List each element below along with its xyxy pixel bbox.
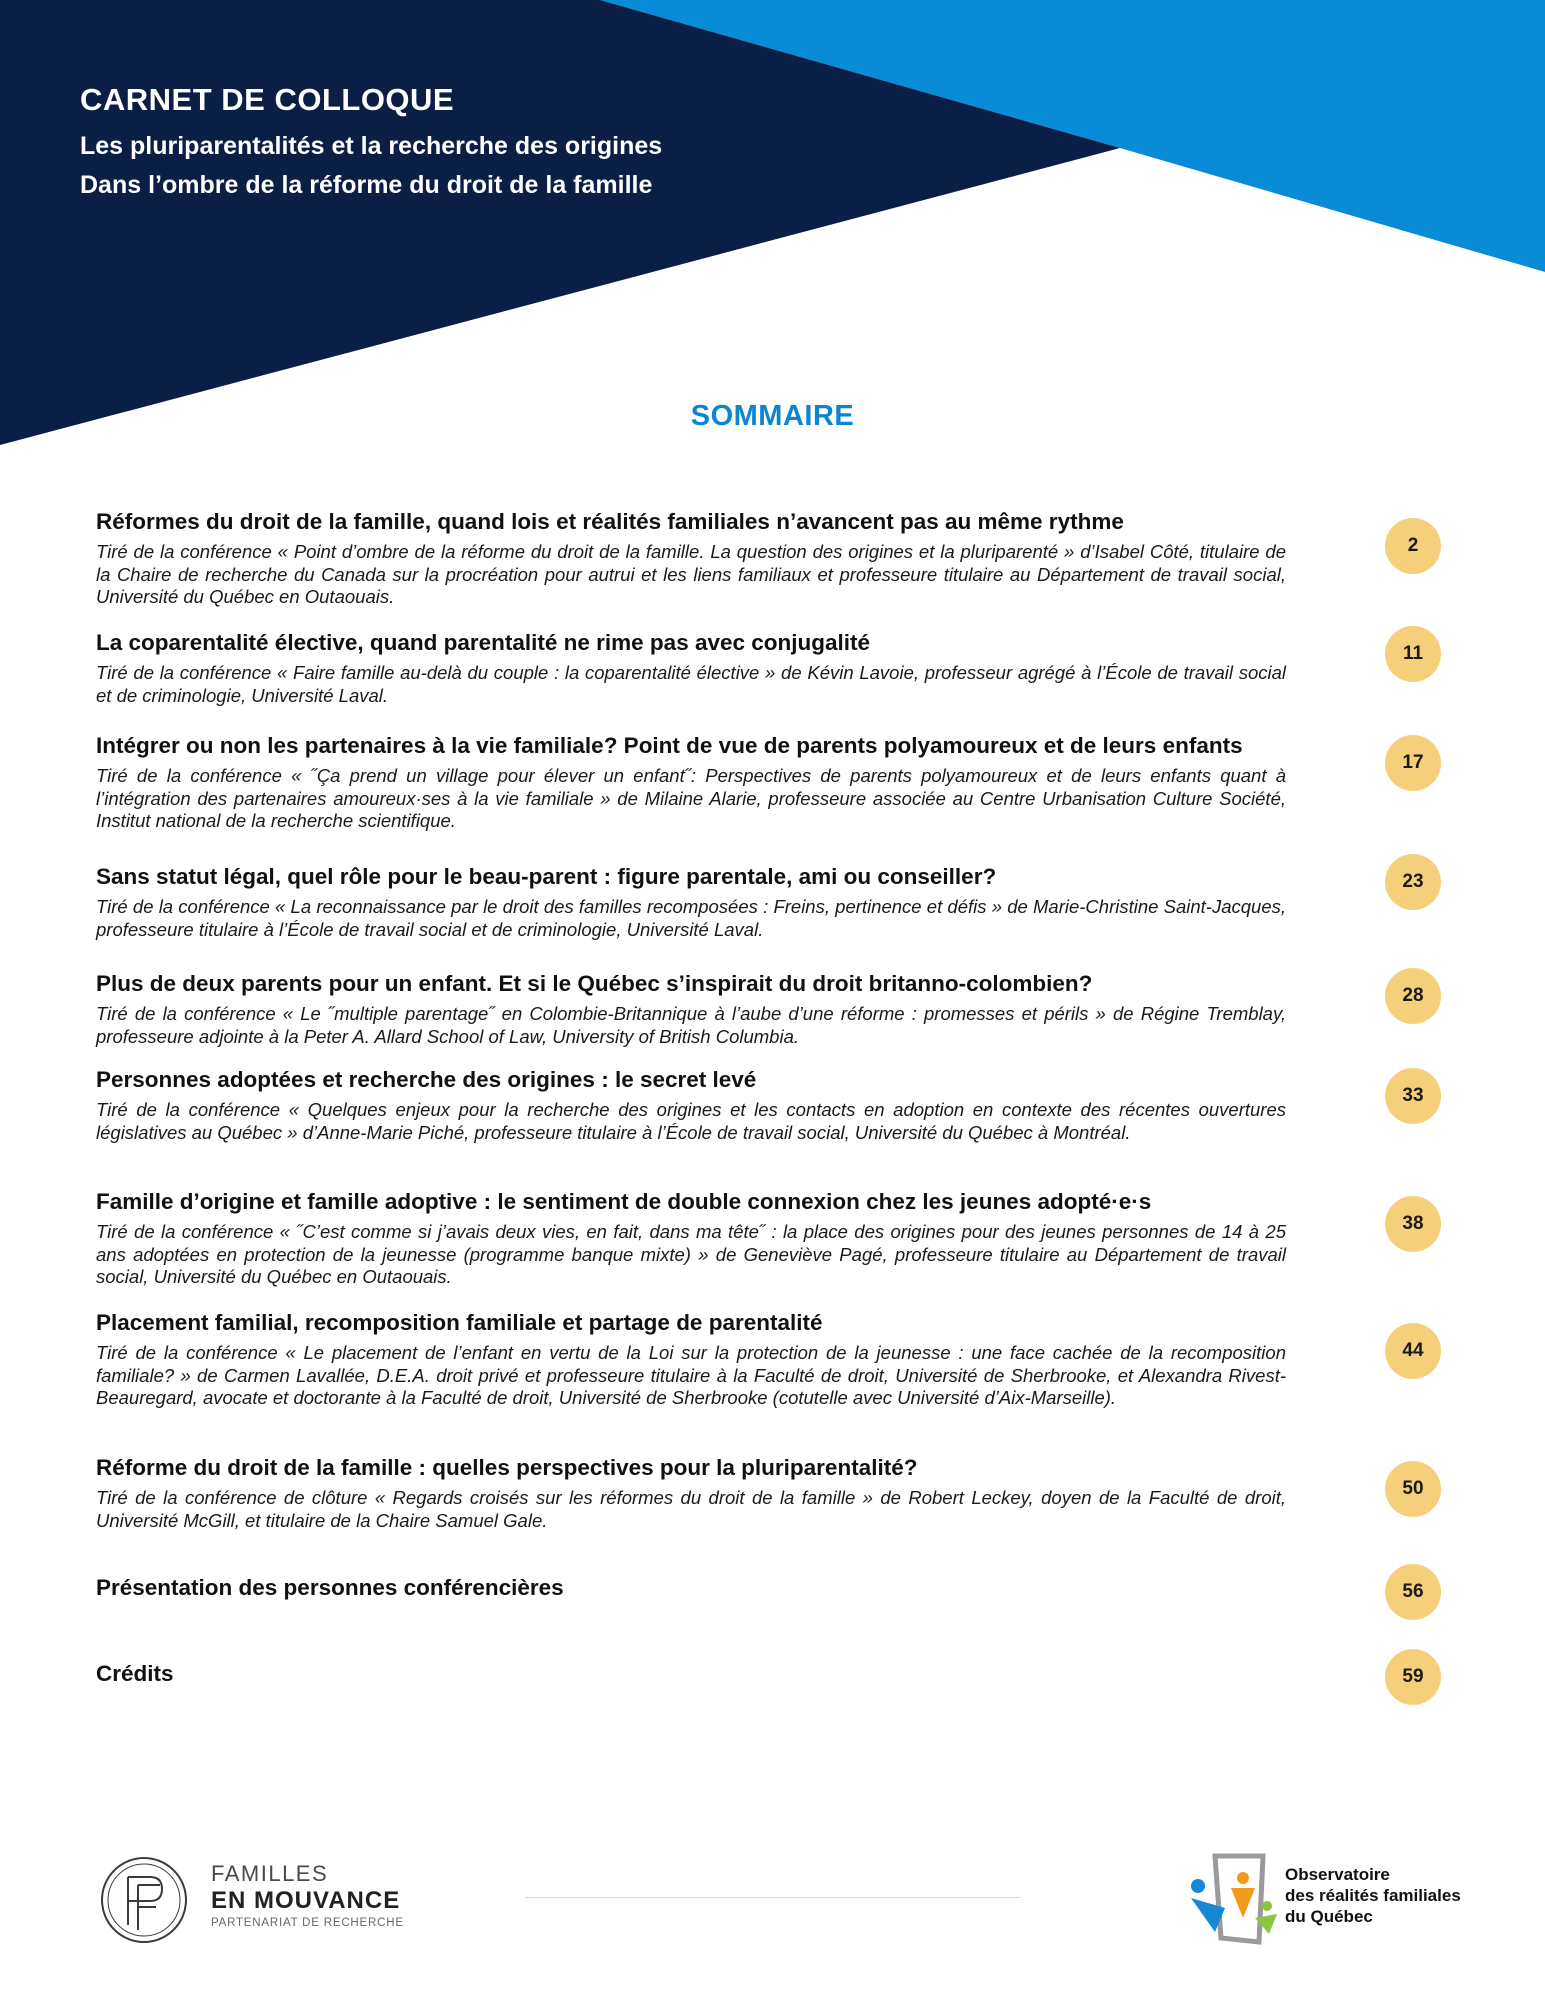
toc-entry-title[interactable]: Crédits xyxy=(96,1661,174,1686)
header-kicker: CARNET DE COLLOQUE xyxy=(80,82,455,117)
toc-entry[interactable] xyxy=(96,509,1436,609)
header-text xyxy=(80,82,662,210)
toc-entry-description: Tiré de la conférence « ˝C’est comme si j’avais deux vies, en fait, dans ma tête˝ : la place des origines pour des jeunes personnes de 14 à 25 ans adoptées en protection de la jeunesse (programme banque mixte) » de Geneviève Pagé, professeure titulaire au Département de travail social, Université du Québec en Outaouais. xyxy=(96,1221,1286,1287)
toc-entry-title[interactable]: Intégrer ou non les partenaires à la vie familiale? Point de vue de parents polyamoureux et de leurs enfants xyxy=(96,733,1243,758)
sommaire-title: SOMMAIRE xyxy=(690,400,855,432)
toc-entry-description: Tiré de la conférence « Faire famille au-delà du couple : la coparentalité élective » de Kévin Lavoie, professeur agrégé à l’École de travail social et de criminologie, Université Laval. xyxy=(96,662,1286,706)
header-subtitle-1: Les pluriparentalités et la recherche des origines xyxy=(80,132,663,160)
toc-entry[interactable] xyxy=(96,733,1436,833)
toc-entry-title[interactable]: Sans statut légal, quel rôle pour le beau-parent : figure parentale, ami ou conseiller? xyxy=(96,864,997,889)
toc-entry-title[interactable]: Personnes adoptées et recherche des origines : le secret levé xyxy=(96,1067,757,1092)
page-number-badge[interactable]: 2 xyxy=(1385,518,1441,574)
familles-en-mouvance-logo xyxy=(98,1855,428,1945)
page-number-badge[interactable]: 44 xyxy=(1385,1323,1441,1379)
toc-entry-description: Tiré de la conférence de clôture « Regards croisés sur les réformes du droit de la famille » de Robert Leckey, doyen de la Faculté de droit, Université McGill, et titulaire de la Chaire Samuel Gale. xyxy=(96,1487,1286,1531)
toc-entry[interactable] xyxy=(96,1575,1436,1607)
page-number-badge[interactable]: 50 xyxy=(1385,1461,1441,1517)
toc-entry-title[interactable]: Présentation des personnes conférencières xyxy=(96,1575,564,1600)
toc-entry-title[interactable]: Famille d’origine et famille adoptive : le sentiment de double connexion chez les jeunes adopté·e·s xyxy=(96,1189,1152,1214)
toc-entry-description: Tiré de la conférence « La reconnaissance par le droit des familles recomposées : Freins, pertinence et défis » de Marie-Christine Saint-Jacques, professeure titulaire à l’École de travail social et de criminologie, Université Laval. xyxy=(96,896,1286,940)
toc-entry-title[interactable]: Plus de deux parents pour un enfant. Et si le Québec s’inspirait du droit britanno-colombien? xyxy=(96,971,1093,996)
observatoire-logo xyxy=(1185,1848,1515,1948)
page-number-badge[interactable]: 17 xyxy=(1385,735,1441,791)
toc-entry-title[interactable]: Réforme du droit de la famille : quelles perspectives pour la pluriparentalité? xyxy=(96,1455,918,1480)
toc-entry[interactable] xyxy=(96,1189,1436,1289)
page-number-badge[interactable]: 56 xyxy=(1385,1564,1441,1620)
footer-divider xyxy=(525,1897,1020,1898)
toc-entry-description: Tiré de la conférence « Point d’ombre de la réforme du droit de la famille. La question des origines et la pluriparenté » d’Isabel Côté, titulaire de la Chaire de recherche du Canada sur la procréation pour autrui et les liens familiaux et professeure titulaire au Département de travail social, Université du Québec en Outaouais. xyxy=(96,541,1286,607)
toc-entry[interactable] xyxy=(96,1455,1436,1532)
page-number-badge[interactable]: 28 xyxy=(1385,968,1441,1024)
page-number-badge[interactable]: 23 xyxy=(1385,854,1441,910)
fm-line2: EN MOUVANCE xyxy=(211,1887,401,1914)
fm-line3: PARTENARIAT DE RECHERCHE xyxy=(211,1917,404,1929)
header-subtitle-2: Dans l’ombre de la réforme du droit de la famille xyxy=(80,171,653,199)
familles-en-mouvance-wordmark xyxy=(211,1861,404,1931)
fm-line1: FAMILLES xyxy=(211,1861,329,1886)
page-number-badge[interactable]: 38 xyxy=(1385,1196,1441,1252)
ob-line3: du Québec xyxy=(1285,1907,1373,1926)
toc-entry-description: Tiré de la conférence « ˝Ça prend un village pour élever un enfant˝: Perspectives de parents polyamoureux et de leurs enfants quant à l’intégration des partenaires amoureux·ses à la vie familiale » de Milaine Alarie, professeure associée au Centre Urbanisation Culture Société, Institut national de la recherche scientifique. xyxy=(96,765,1286,831)
toc-entry-description: Tiré de la conférence « Le placement de l’enfant en vertu de la Loi sur la protection de la jeunesse : une face cachée de la recomposition familiale? » de Carmen Lavallée, D.E.A. droit privé et professeure titulaire à la Faculté de droit, Université de Sherbrooke, et Alexandra Rivest-Beauregard, avocate et doctorante à la Faculté de droit, Université de Sherbrooke (cotutelle avec Université d’Aix-Marseille). xyxy=(96,1342,1286,1408)
page-number-badge[interactable]: 11 xyxy=(1385,626,1441,682)
page-number-badge[interactable]: 59 xyxy=(1385,1649,1441,1705)
header-banner xyxy=(0,0,1545,460)
toc-entry-title[interactable]: La coparentalité élective, quand parentalité ne rime pas avec conjugalité xyxy=(96,630,871,655)
toc-entry-title[interactable]: Réformes du droit de la famille, quand lois et réalités familiales n’avancent pas au même rythme xyxy=(96,509,1124,534)
observatoire-emblem-icon xyxy=(1185,1848,1280,1948)
toc-entry[interactable] xyxy=(96,1661,1436,1693)
toc-entry-description: Tiré de la conférence « Quelques enjeux pour la recherche des origines et les contacts en adoption en contexte des récentes ouvertures législatives au Québec » d’Anne-Marie Piché, professeure titulaire à l’École de travail social, Université du Québec à Montréal. xyxy=(96,1099,1286,1143)
toc-entry-title[interactable]: Placement familial, recomposition familiale et partage de parentalité xyxy=(96,1310,823,1335)
toc-entry[interactable] xyxy=(96,1067,1436,1144)
ob-line2: des réalités familiales xyxy=(1285,1886,1461,1905)
toc-entry[interactable] xyxy=(96,630,1436,707)
toc-entry-description: Tiré de la conférence « Le ˝multiple parentage˝ en Colombie-Britannique à l’aube d’une réforme : promesses et périls » de Régine Tremblay, professeure adjointe à la Peter A. Allard School of Law, University of British Columbia. xyxy=(96,1003,1286,1047)
observatoire-wordmark xyxy=(1285,1864,1461,1927)
ob-line1: Observatoire xyxy=(1285,1865,1390,1884)
page-number-badge[interactable]: 33 xyxy=(1385,1068,1441,1124)
toc-entry[interactable] xyxy=(96,864,1436,941)
familles-en-mouvance-emblem-icon xyxy=(98,1855,194,1945)
toc-entry[interactable] xyxy=(96,1310,1436,1410)
toc-entry[interactable] xyxy=(96,971,1436,1048)
